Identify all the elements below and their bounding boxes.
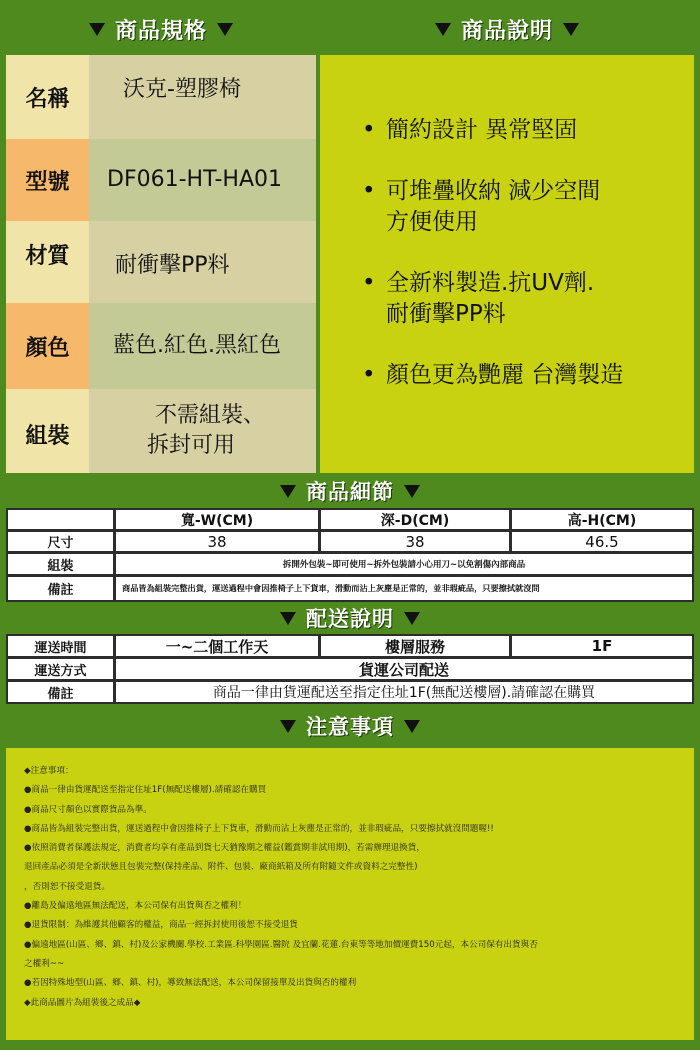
assembly-label: 組裝 xyxy=(6,552,115,576)
details-header: 商品細節 xyxy=(6,476,694,506)
notice-line: ，否則恕不接受退貨。 xyxy=(24,881,110,892)
spec-row-color xyxy=(6,303,316,389)
details-note-label: 備註 xyxy=(6,575,115,602)
notice-line: ●偏遠地區(山區、鄉、鎮、村)及公家機關.學校.工業區.科學園區.醫院 及宜蘭.花蓮.台東等等地加價運費150元起，本公司保有出貨與否 xyxy=(24,939,538,950)
triangle-down-icon xyxy=(404,485,420,498)
triangle-down-icon xyxy=(89,23,105,36)
notice-line: ●商品尺寸顏色以實際貨品為準。 xyxy=(24,804,152,815)
description-line: 方便使用 xyxy=(386,209,478,235)
description-line: 顏色更為艷麗 台灣製造 xyxy=(386,362,624,388)
notice-line: ●離島及偏遠地區無法配送，本公司保有出貨與否之權利！ xyxy=(24,901,247,912)
spec-row-model xyxy=(6,139,316,221)
bullet-icon: • xyxy=(362,362,376,388)
notice-header: 注意事項 xyxy=(6,706,694,746)
spec-value: 沃克-塑膠椅 xyxy=(89,55,316,139)
spec-row-assembly xyxy=(6,389,316,473)
delivery-note-value: 商品一律由貨運配送至指定住址1F(無配送樓層).請確認在購買 xyxy=(114,680,694,704)
triangle-down-icon xyxy=(217,23,233,36)
spec-value: 耐衝擊PP料 xyxy=(89,221,316,303)
floor-service-value: 1F xyxy=(510,634,694,658)
triangle-down-icon xyxy=(404,720,420,733)
bullet-icon: • xyxy=(362,117,376,143)
delivery-time-value: 一~二個工作天 xyxy=(114,634,320,658)
description-line: 簡約設計 異常堅固 xyxy=(386,117,578,143)
spec-value: 藍色.紅色.黑紅色 xyxy=(89,303,316,389)
triangle-down-icon xyxy=(563,23,579,36)
description-item xyxy=(362,360,682,391)
description-item xyxy=(362,115,682,146)
delivery-method-value: 貨運公司配送 xyxy=(114,657,694,681)
description-list xyxy=(362,115,682,421)
description-line: 可堆疊收納 減少空間 xyxy=(386,178,601,204)
delivery-time-label: 運送時間 xyxy=(6,634,115,658)
spec-label: 材質 xyxy=(6,221,89,303)
spec-label: 組裝 xyxy=(6,389,89,473)
notice-line: ●依照消費者保護法規定，消費者均享有產品到貨七天猶豫期之權益(鑑賞期非試用期)，若需辦理退換貨， xyxy=(24,843,425,854)
spec-label: 型號 xyxy=(6,139,89,221)
notice-line: ◆注意事項： xyxy=(24,766,74,776)
triangle-down-icon xyxy=(404,612,420,625)
details-note-text: 商品皆為組裝完整出貨，運送過程中會因推椅子上下貨車，滑動而沾上灰塵是正常的，並非瑕疵品，只要擦拭就沒問 xyxy=(114,575,694,602)
spec-row-material xyxy=(6,221,316,303)
size-label: 尺寸 xyxy=(6,530,115,553)
spec-label: 顏色 xyxy=(6,303,89,389)
spec-label: 名稱 xyxy=(6,55,89,139)
description-panel xyxy=(320,55,694,473)
notice-line: ●商品一律由貨運配送至指定住址1F(無配送樓層).請確認在購買 xyxy=(24,785,267,796)
notice-line: 退回產品必須是全新狀態且包裝完整(保持產品、附件、包裝、廠商紙箱及所有附隨文件或資料之完整性) xyxy=(24,862,418,873)
spec-value-line: 拆封可用 xyxy=(147,433,236,458)
spec-value: DF061-HT-HA01 xyxy=(89,139,316,221)
bullet-icon: • xyxy=(362,178,376,204)
column-header-depth: 深-D(CM) xyxy=(319,508,511,531)
delivery-header: 配送說明 xyxy=(6,603,694,633)
spec-header: 商品規格 xyxy=(6,6,316,52)
notice-line: 之權利~~ xyxy=(24,958,65,969)
notice-line: ◆此商品圖片為組裝後之成品◆ xyxy=(24,997,141,1008)
notice-line: ●若因特殊地型(山區、鄉、鎮、村)，導致無法配送，本公司保留接單及出貨與否的權利 xyxy=(24,978,357,989)
notice-line: ●退貨限制：為維護其他顧客的權益，商品一經拆封使用後恕不接受退貨 xyxy=(24,920,298,931)
notice-line: ●商品皆為組裝完整出貨，運送過程中會因推椅子上下貨車，滑動而沾上灰塵是正常的，並非瑕疵品，只要擦拭就沒問題喔!! xyxy=(24,823,494,834)
size-height-value: 46.5 xyxy=(510,530,694,553)
triangle-down-icon xyxy=(280,485,296,498)
floor-service-label: 樓層服務 xyxy=(319,634,511,658)
spec-value-line: 不需組裝、 xyxy=(155,403,266,428)
description-header: 商品說明 xyxy=(320,6,694,52)
size-width-value: 38 xyxy=(114,530,320,553)
spec-row-name xyxy=(6,55,316,139)
column-header-height: 高-H(CM) xyxy=(510,508,694,531)
delivery-method-label: 運送方式 xyxy=(6,657,115,681)
notice-panel xyxy=(6,748,694,1040)
assembly-text: 拆開外包裝~即可使用~拆外包裝請小心用刀~以免割傷內部商品 xyxy=(114,552,694,576)
description-item xyxy=(362,268,682,330)
description-item xyxy=(362,176,682,238)
triangle-down-icon xyxy=(280,720,296,733)
details-corner-cell xyxy=(6,508,115,531)
bullet-icon: • xyxy=(362,270,376,296)
description-line: 全新料製造.抗UV劑. xyxy=(386,270,595,296)
triangle-down-icon xyxy=(280,612,296,625)
delivery-note-label: 備註 xyxy=(6,680,115,704)
spec-value xyxy=(89,389,316,473)
triangle-down-icon xyxy=(435,23,451,36)
column-header-width: 寬-W(CM) xyxy=(114,508,320,531)
description-line: 耐衝擊PP料 xyxy=(386,301,506,327)
size-depth-value: 38 xyxy=(319,530,511,553)
